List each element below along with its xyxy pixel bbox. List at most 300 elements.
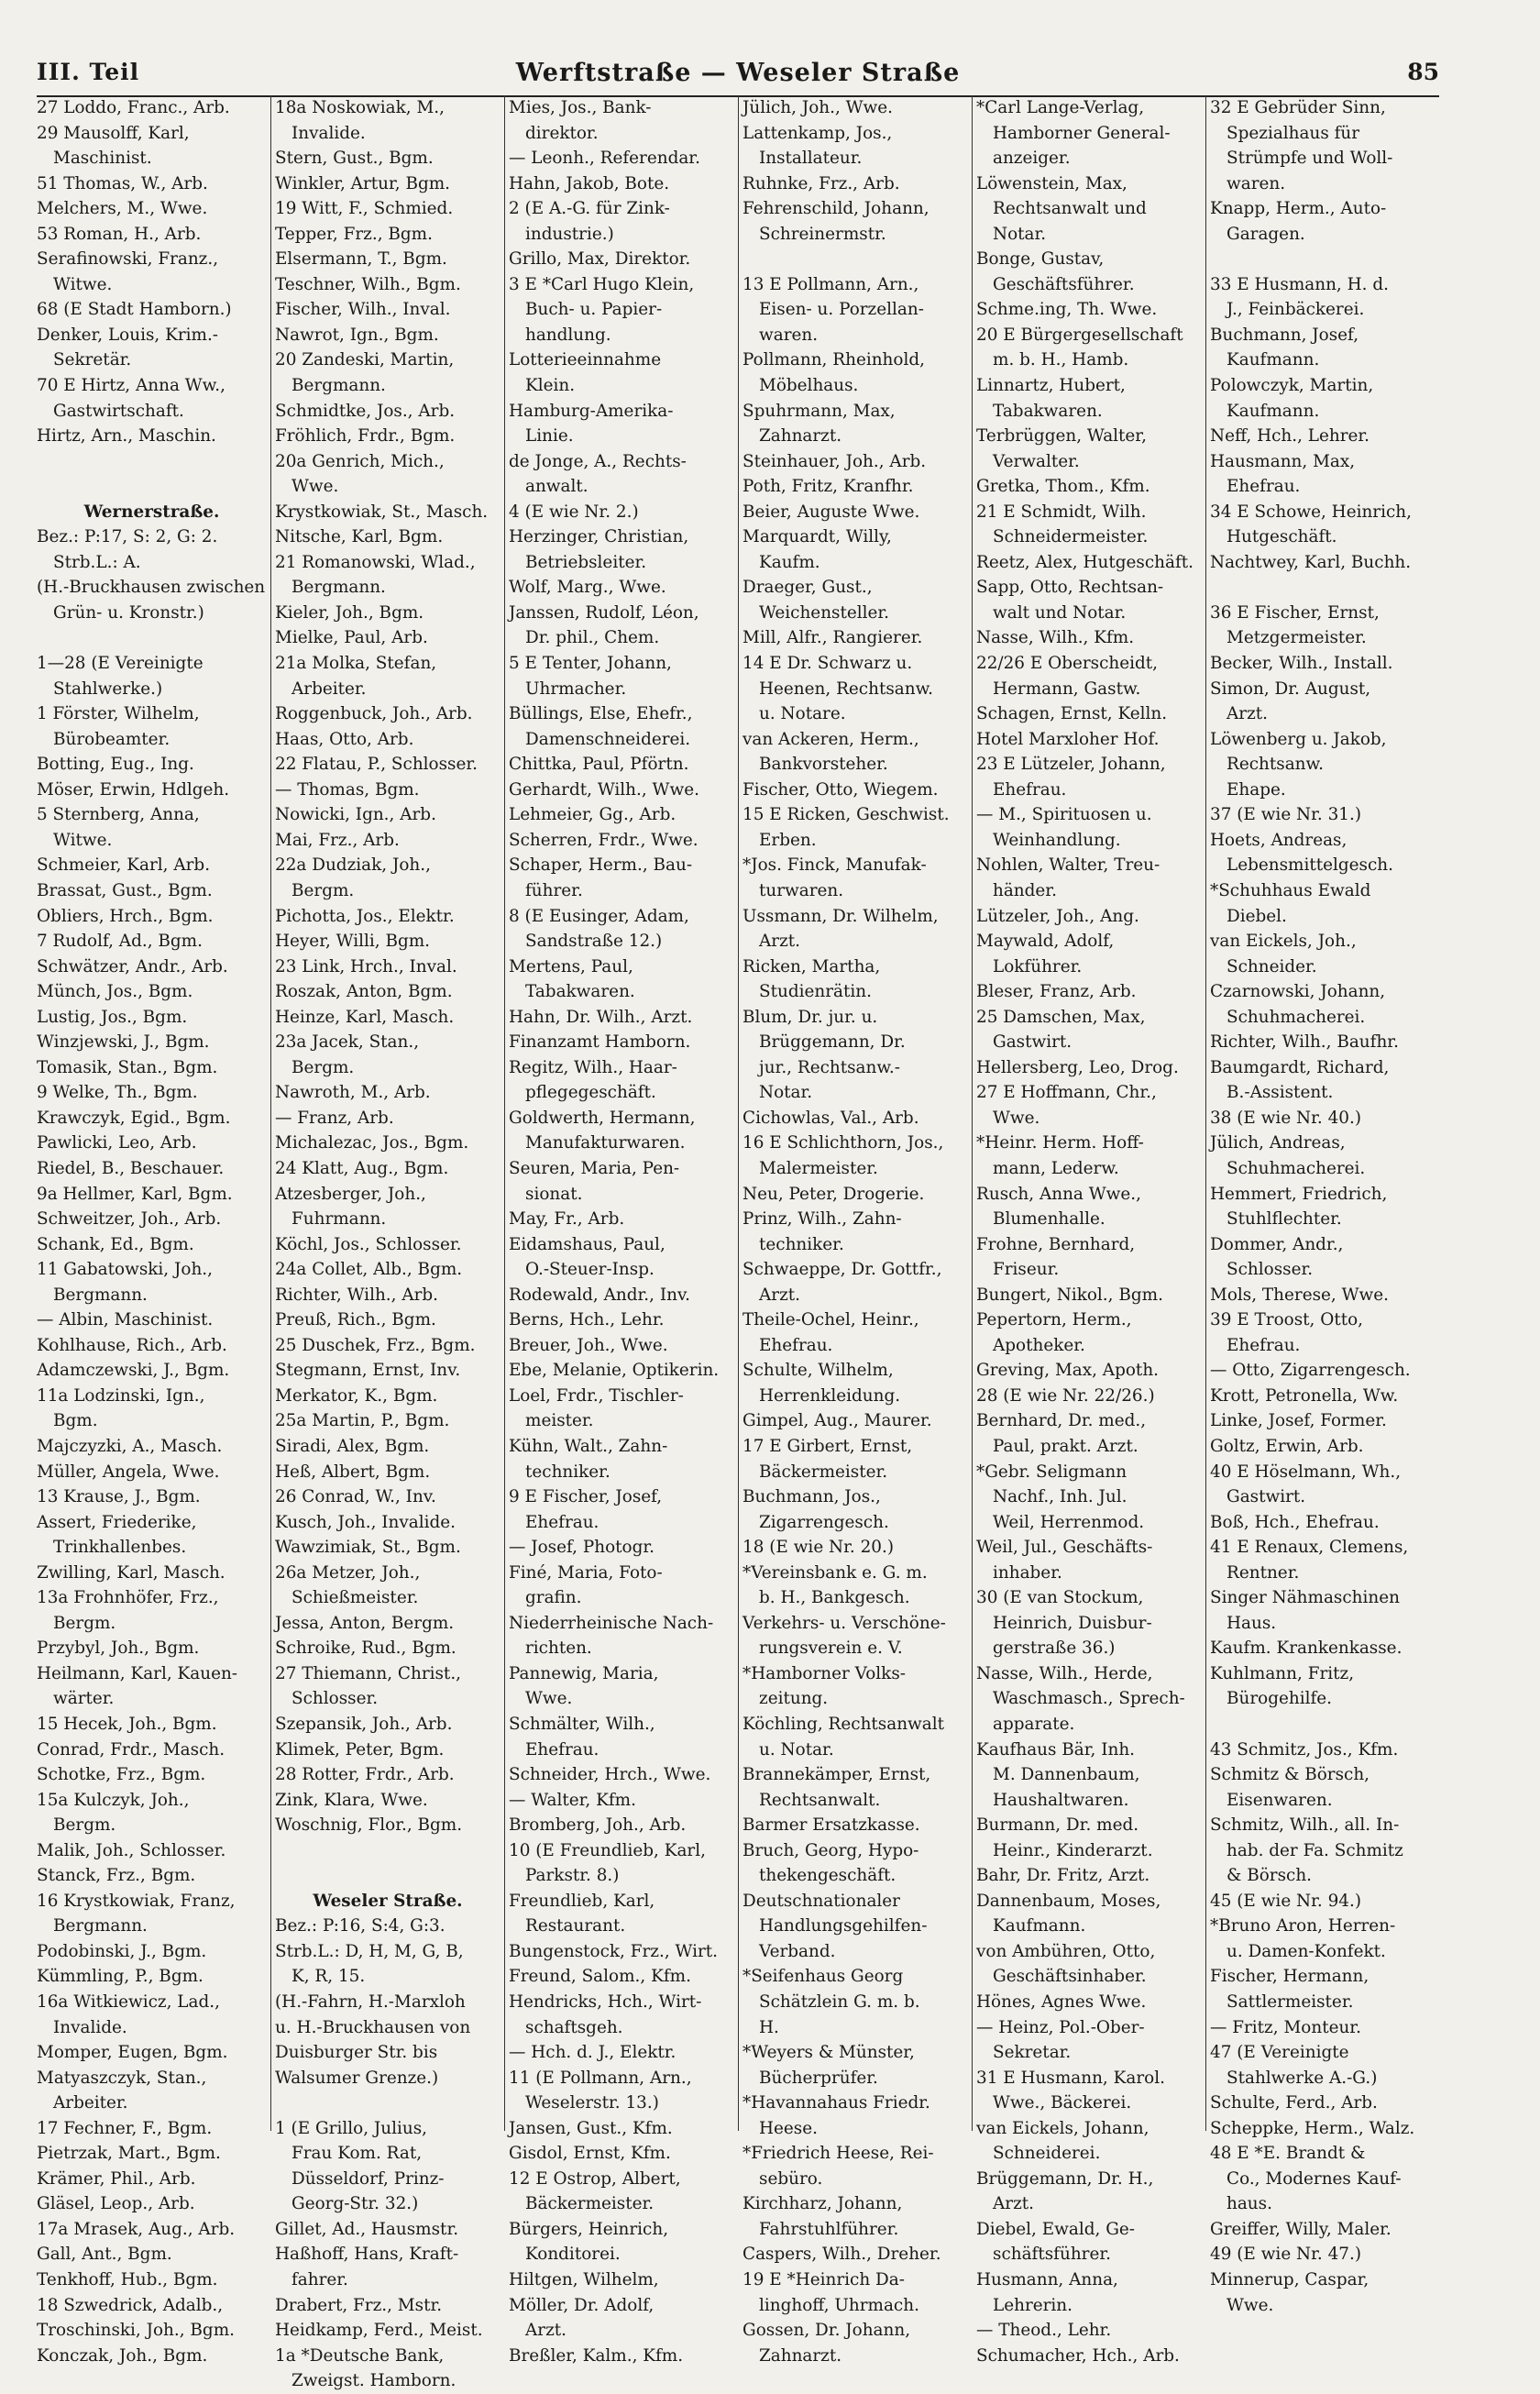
directory-line: Maschinist. [53, 149, 152, 169]
directory-line: Hamburg-Amerika- [509, 401, 674, 421]
directory-line: Krawczyk, Egid., Bgm. [37, 1108, 231, 1128]
directory-line: Obliers, Hrch., Bgm. [37, 906, 214, 926]
directory-line: Rechtsanwalt. [759, 1790, 881, 1810]
directory-line: 1—28 (E Vereinigte [37, 654, 204, 674]
directory-line: Pollmann, Rheinhold, [742, 350, 925, 370]
directory-line: Troschinski, Joh., Bgm. [37, 2321, 235, 2341]
directory-line: Kaufhaus Bär, Inh. [976, 1739, 1136, 1760]
page-title: Werftstraße — Weseler Straße [515, 59, 961, 87]
directory-line: Strb.L.: A. [53, 552, 141, 572]
directory-line: Hotel Marxloher Hof. [976, 729, 1160, 749]
directory-line: Sattlermeister. [1226, 1992, 1354, 2013]
directory-line: & Börsch. [1226, 1866, 1313, 1886]
directory-line: Mertens, Paul, [509, 956, 633, 976]
directory-line: Rusch, Anna Wwe., [976, 1184, 1141, 1204]
directory-line: Poth, Fritz, Kranfhr. [742, 477, 914, 497]
directory-line: u. Damen-Konfekt. [1226, 1941, 1386, 1961]
directory-line: handlung. [525, 325, 611, 345]
directory-line: Nitsche, Karl, Bgm. [275, 527, 444, 547]
directory-line: 11a Lodzinski, Ign., [37, 1385, 205, 1406]
directory-line: 11 (E Pollmann, Arn., [509, 2068, 692, 2088]
directory-line: Denker, Louis, Krim.- [37, 325, 219, 345]
directory-line: 34 E Schowe, Heinrich, [1210, 502, 1412, 522]
directory-line: Zwilling, Karl, Masch. [37, 1562, 226, 1583]
directory-line: führer. [525, 880, 583, 900]
directory-line [742, 247, 968, 272]
directory-line: walt und Notar. [993, 602, 1127, 623]
directory-line [275, 1863, 500, 1889]
directory-line: Nowicki, Ign., Arb. [275, 805, 436, 825]
directory-line: Hamborner General- [993, 123, 1171, 143]
directory-column-4 [738, 95, 972, 2366]
directory-line: Konczak, Joh., Bgm. [37, 2345, 208, 2366]
directory-line: anwalt. [525, 477, 588, 497]
directory-line: — Thomas, Bgm. [275, 779, 420, 800]
directory-line: gerstraße 36.) [993, 1638, 1116, 1659]
directory-line: Minnerup, Caspar, [1210, 2270, 1370, 2290]
directory-line: Gastwirt. [993, 1032, 1072, 1053]
directory-line: Bergm. [53, 1815, 116, 1836]
directory-line: 23a Jacek, Stan., [275, 1032, 420, 1053]
directory-line: 15 Hecek, Joh., Bgm. [37, 1715, 217, 1734]
directory-line: Uhrmacher. [525, 678, 627, 699]
directory-line: Ehefrau. [759, 1335, 833, 1355]
directory-line: Kirchharz, Johann, [742, 2194, 903, 2214]
directory-line: Heenen, Rechtsanw. [759, 678, 933, 699]
directory-line: 17 E Girbert, Ernst, [742, 1436, 913, 1456]
directory-line: Lebensmittelgesch. [1226, 855, 1393, 876]
directory-line: Linke, Josef, Former. [1210, 1411, 1387, 1431]
directory-line: Heinrich, Duisbur- [993, 1613, 1152, 1633]
directory-line: Jülich, Andreas, [1210, 1133, 1346, 1153]
directory-line: Pannewig, Maria, [509, 1663, 659, 1683]
directory-line: Brüggemann, Dr. [759, 1032, 906, 1053]
directory-line: Conrad, Frdr., Masch. [37, 1739, 226, 1760]
directory-line: Deutschnationaler [742, 1891, 900, 1911]
directory-line: Haus. [1226, 1613, 1277, 1633]
directory-line: Adamczewski, J., Bgm. [37, 1361, 230, 1381]
directory-line: schaftsgeh. [525, 2017, 623, 2037]
directory-line: Ebe, Melanie, Optikerin. [509, 1361, 720, 1381]
directory-line: Weinhandlung. [993, 830, 1121, 850]
directory-line: Botting, Eug., Ing. [37, 755, 194, 775]
directory-line: industrie.) [525, 224, 614, 244]
directory-line: Apotheker. [993, 1335, 1085, 1355]
directory-line: Waschmasch., Sprech- [993, 1689, 1185, 1709]
directory-line: 11 Gabatowski, Joh., [37, 1260, 213, 1280]
directory-line: Rechtsanwalt und [993, 199, 1147, 219]
directory-line: Spuhrmann, Max, [742, 401, 896, 421]
directory-line: Hemmert, Friedrich, [1210, 1184, 1388, 1204]
directory-line: Stegmann, Ernst, Inv. [275, 1361, 461, 1381]
directory-line: van Ackeren, Herm., [742, 729, 919, 749]
directory-line: Caspers, Wilh., Dreher. [742, 2245, 941, 2265]
directory-line: Stuhlflechter. [1226, 1209, 1342, 1230]
directory-line: 18 Szwedrick, Adalb., [37, 2295, 224, 2315]
directory-line: Draeger, Gust., [742, 578, 873, 598]
directory-line: 12 E Ostrop, Albert, [509, 2168, 681, 2189]
directory-line: Kaufmann. [1226, 350, 1320, 370]
directory-line: Fischer, Otto, Wiegem. [742, 779, 939, 800]
directory-line: Schneidermeister. [993, 527, 1149, 547]
directory-line: Gimpel, Aug., Maurer. [742, 1411, 932, 1431]
directory-line: Betriebsleiter. [525, 552, 647, 572]
directory-line: Manufakturwaren. [525, 1133, 686, 1153]
directory-line: Loel, Frdr., Tischler- [509, 1385, 684, 1406]
directory-line [1210, 247, 1436, 272]
directory-line: Niederrheinische Nach- [509, 1613, 714, 1633]
directory-line: Maywald, Adolf, [976, 932, 1115, 952]
directory-line: Georg-Str. 32.) [292, 2194, 419, 2214]
directory-line: Barmer Ersatzkasse. [742, 1815, 920, 1836]
directory-line: Schroike, Rud., Bgm. [275, 1638, 456, 1659]
directory-line: Wwe. [1226, 2295, 1274, 2315]
directory-line: Wwe. [525, 1689, 573, 1709]
directory-line: Stahlwerke A.-G.) [1226, 2068, 1378, 2088]
directory-line: Gretka, Thom., Kfm. [976, 477, 1150, 497]
directory-line: Strümpfe und Woll- [1226, 149, 1393, 169]
directory-line: 22a Dudziak, Joh., [275, 855, 431, 876]
directory-line: Steinhauer, Joh., Arb. [742, 451, 927, 471]
directory-line: pflegegeschäft. [525, 1083, 656, 1103]
directory-line: Majczyzki, A., Masch. [37, 1436, 223, 1456]
directory-line: Brannekämper, Ernst, [742, 1765, 931, 1785]
directory-line: Co., Modernes Kauf- [1226, 2168, 1402, 2189]
directory-line: Brüggemann, Dr. H., [976, 2168, 1154, 2189]
directory-line: Nachtwey, Karl, Buchh. [1210, 552, 1412, 572]
directory-line: Bürogehilfe. [1226, 1689, 1333, 1709]
directory-line: 17a Mrasek, Aug., Arb. [37, 2219, 236, 2239]
directory-column-1 [37, 95, 270, 2366]
directory-line: Köchling, Rechtsanwalt [742, 1715, 945, 1734]
directory-line [37, 625, 267, 651]
directory-line: Ussmann, Dr. Wilhelm, [742, 906, 939, 926]
directory-line: Schuhmacherei. [1226, 1158, 1366, 1178]
directory-line: Chittka, Paul, Pförtn. [509, 755, 689, 775]
directory-line: Scheppke, Herm., Walz. [1210, 2118, 1415, 2138]
directory-line: Roszak, Anton, Bgm. [275, 982, 453, 1002]
directory-line: Simon, Dr. August, [1210, 678, 1371, 699]
directory-line: 23 E Lützeler, Johann, [976, 755, 1166, 775]
directory-line: Sekretar. [993, 2043, 1072, 2063]
directory-line: Mill, Alfr., Rangierer. [742, 628, 923, 648]
directory-line: Buchmann, Jos., [742, 1487, 881, 1507]
directory-line: Haas, Otto, Arb. [275, 729, 414, 749]
directory-line: Bücherprüfer. [759, 2068, 878, 2088]
directory-line: 23 Link, Hrch., Inval. [275, 956, 457, 976]
directory-line: Cichowlas, Val., Arb. [742, 1108, 919, 1128]
directory-line: 43 Schmitz, Jos., Kfm. [1210, 1739, 1399, 1760]
directory-line: anzeiger. [993, 149, 1071, 169]
directory-line: Grillo, Max, Direktor. [509, 249, 691, 270]
directory-line: Nasse, Wilh., Kfm. [976, 628, 1135, 648]
directory-line: Damenschneiderei. [525, 729, 691, 749]
directory-line: Gerhardt, Wilh., Wwe. [509, 779, 699, 800]
directory-line: Bergmann. [292, 376, 386, 396]
directory-line: 21 Romanowski, Wlad., [275, 552, 476, 572]
directory-line: van Eickels, Johann, [976, 2118, 1150, 2138]
directory-line: 39 E Troost, Otto, [1210, 1310, 1364, 1330]
directory-line: Nohlen, Walter, Treu- [976, 855, 1160, 876]
directory-line: Löwenstein, Max, [976, 173, 1128, 193]
directory-line: Roggenbuck, Joh., Arb. [275, 704, 473, 724]
directory-line: Schmitz, Wilh., all. In- [1210, 1815, 1400, 1836]
directory-line: Schmitz & Börsch, [1210, 1765, 1370, 1785]
directory-line: Merkator, K., Bgm. [275, 1385, 438, 1406]
directory-line: B.-Assistent. [1226, 1083, 1334, 1103]
directory-line: Knapp, Herm., Auto- [1210, 199, 1387, 219]
directory-line: Fröhlich, Frdr., Bgm. [275, 426, 456, 447]
directory-line: 26a Metzer, Joh., [275, 1562, 421, 1583]
directory-line: Fahrstuhlführer. [759, 2219, 899, 2239]
directory-line: M. Dannenbaum, [993, 1765, 1140, 1785]
directory-line: Studienrätin. [759, 982, 872, 1002]
directory-line: Pichotta, Jos., Elektr. [275, 906, 455, 926]
directory-line: Malermeister. [759, 1158, 878, 1178]
directory-line: 37 (E wie Nr. 31.) [1210, 805, 1362, 825]
directory-line: Schagen, Ernst, Kelln. [976, 704, 1168, 724]
directory-line: 27 Thiemann, Christ., [275, 1663, 462, 1683]
directory-line: Reetz, Alex, Hutgeschäft. [976, 552, 1194, 572]
directory-line: Kieler, Joh., Bgm. [275, 602, 424, 623]
directory-line: 2 (E A.-G. für Zink- [509, 199, 670, 219]
street-heading: Weseler Straße. [313, 1891, 463, 1911]
directory-line: — Fritz, Monteur. [1210, 2017, 1361, 2037]
directory-line: Diebel. [1226, 906, 1287, 926]
directory-line: Krystkowiak, St., Masch. [275, 502, 489, 522]
directory-line: Nawrot, Ign., Bgm. [275, 325, 439, 345]
directory-line: Weil, Herrenmod. [993, 1512, 1145, 1532]
directory-line: Bromberg, Joh., Arb. [509, 1815, 687, 1836]
directory-line: linghoff, Uhrmach. [759, 2295, 919, 2315]
directory-line: Atzesberger, Joh., [275, 1184, 426, 1204]
directory-line: 36 E Fischer, Ernst, [1210, 602, 1380, 623]
directory-line: Grün- u. Kronstr.) [53, 602, 204, 623]
directory-line: Eidamshaus, Paul, [509, 1234, 666, 1254]
directory-line: Stanck, Frz., Bgm. [37, 1866, 196, 1886]
directory-line: Wwe. [993, 1108, 1040, 1128]
directory-line: u. Notar. [759, 1739, 834, 1760]
directory-line: Paul, prakt. Arzt. [993, 1436, 1138, 1456]
directory-line [1210, 575, 1436, 601]
directory-line: Serafinowski, Franz., [37, 249, 219, 270]
directory-line: inhaber. [993, 1562, 1062, 1583]
directory-line: Hiltgen, Wilhelm, [509, 2270, 659, 2290]
directory-line: sebüro. [759, 2168, 823, 2189]
directory-line: Stahlwerke.) [53, 678, 163, 699]
directory-line: Weichensteller. [759, 602, 890, 623]
directory-line: Tenkhoff, Hub., Bgm. [37, 2270, 218, 2290]
directory-line: 20 Zandeski, Martin, [275, 350, 455, 370]
directory-line: Blum, Dr. jur. u. [742, 1007, 878, 1027]
directory-line: Schuhmacherei. [1226, 1007, 1366, 1027]
directory-line: Heidkamp, Ferd., Meist. [275, 2321, 483, 2341]
directory-line [1210, 1712, 1436, 1738]
directory-line: *Gebr. Seligmann [976, 1462, 1128, 1482]
directory-line: Podobinski, J., Bgm. [37, 1941, 207, 1961]
directory-line: 24 Klatt, Aug., Bgm. [275, 1158, 449, 1178]
directory-line: Finanzamt Hamborn. [509, 1032, 691, 1053]
directory-line: Blumenhalle. [993, 1209, 1106, 1230]
directory-line: grafin. [525, 1588, 582, 1608]
directory-line: Lehrerin. [993, 2295, 1072, 2315]
directory-line: Klein. [525, 376, 576, 396]
directory-line: 47 (E Vereinigte [1210, 2043, 1349, 2063]
directory-line: — M., Spirituosen u. [976, 805, 1152, 825]
directory-line: Arbeiter. [53, 2093, 128, 2113]
directory-line: Notar. [759, 1083, 813, 1103]
directory-line: Kohlhause, Rich., Arb. [37, 1335, 227, 1355]
directory-line: 41 E Renaux, Clemens, [1210, 1538, 1409, 1558]
directory-line: Bergm. [53, 1613, 116, 1633]
directory-line: Hahn, Jakob, Bote. [509, 173, 670, 193]
directory-line: Lokführer. [993, 956, 1083, 976]
directory-line: Möser, Erwin, Hdlgeh. [37, 779, 230, 800]
directory-line: 21a Molka, Stefan, [275, 654, 437, 674]
directory-line: Mols, Therese, Wwe. [1210, 1285, 1389, 1305]
directory-line: Sapp, Otto, Rechtsan- [976, 578, 1164, 598]
directory-line: Schwätzer, Andr., Arb. [37, 956, 228, 976]
directory-line: Installateur. [759, 149, 863, 169]
directory-line: Bergm. [292, 1057, 355, 1077]
directory-line: Heß, Albert, Bgm. [275, 1462, 431, 1482]
directory-line: Marquardt, Willy, [742, 527, 892, 547]
directory-line: Dommer, Andr., [1210, 1234, 1344, 1254]
directory-line: Nasse, Wilh., Herde, [976, 1663, 1153, 1683]
directory-line: van Eickels, Joh., [1210, 932, 1357, 952]
directory-columns [37, 95, 1439, 2391]
directory-line: Arzt. [759, 1285, 800, 1305]
directory-line: Kaufm. [759, 552, 820, 572]
directory-line: Schneider. [1226, 956, 1317, 976]
directory-line: 33 E Husmann, H. d. [1210, 274, 1389, 294]
directory-line: Schmidtke, Jos., Arb. [275, 401, 456, 421]
directory-line: O.-Steuer-Insp. [525, 1260, 654, 1280]
directory-line: Ehefrau. [525, 1739, 600, 1760]
directory-line: sionat. [525, 1184, 583, 1204]
directory-line: Bonge, Gustav, [976, 249, 1105, 270]
directory-line: Richter, Wilh., Arb. [275, 1285, 439, 1305]
page-header [37, 55, 1439, 97]
directory-line: Melchers, M., Wwe. [37, 199, 208, 219]
directory-line: Witwe. [53, 274, 113, 294]
directory-line: *Seifenhaus Georg [742, 1967, 904, 1987]
directory-line: Theile-Ochel, Heinr., [742, 1310, 919, 1330]
directory-line: 27 E Hoffmann, Chr., [976, 1083, 1157, 1103]
directory-line: Lattenkamp, Jos., [742, 123, 893, 143]
directory-line: Handlungsgehilfen- [759, 1916, 928, 1936]
directory-line: m. b. H., Hamb. [993, 350, 1129, 370]
directory-line: b. H., Bankgesch. [759, 1588, 910, 1608]
directory-line: 24a Collet, Alb., Bgm. [275, 1260, 463, 1280]
directory-line: Ricken, Martha, [742, 956, 881, 976]
directory-line: waren. [1226, 173, 1286, 193]
directory-line: 27 Loddo, Franc., Arb. [37, 98, 230, 117]
directory-line: Przybyl, Joh., Bgm. [37, 1638, 200, 1659]
directory-line: Bäckermeister. [759, 1462, 888, 1482]
directory-line: Invalide. [292, 123, 366, 143]
directory-line: Konditorei. [525, 2245, 621, 2265]
directory-line [275, 1838, 500, 1864]
directory-line: Parkstr. 8.) [525, 1866, 620, 1886]
directory-line: Jessa, Anton, Bergm. [275, 1613, 455, 1633]
directory-line: Matyaszczyk, Stan., [37, 2068, 207, 2088]
directory-line: 19 E *Heinrich Da- [742, 2270, 905, 2290]
directory-line: — Franz, Arb. [275, 1108, 394, 1128]
directory-line: *Vereinsbank e. G. m. [742, 1562, 928, 1583]
directory-line: Hirtz, Arn., Maschin. [37, 426, 216, 447]
directory-line: 25 Duschek, Frz., Bgm. [275, 1335, 476, 1355]
directory-line [275, 2091, 500, 2116]
directory-line: Linnartz, Hubert, [976, 376, 1126, 396]
directory-line: *Jos. Finck, Manufak- [742, 855, 927, 876]
directory-line: Wwe. [292, 477, 339, 497]
directory-line: Bungenstock, Frz., Wirt. [509, 1941, 719, 1961]
directory-line: rungsverein e. V. [759, 1638, 903, 1659]
directory-line: Hoets, Andreas, [1210, 830, 1348, 850]
directory-line: meister. [525, 1411, 594, 1431]
directory-line: Heese. [759, 2118, 818, 2138]
directory-line: 18a Noskowiak, M., [275, 98, 445, 117]
directory-line: fahrer. [292, 2270, 348, 2290]
directory-line: Wwe., Bäckerei. [993, 2093, 1132, 2113]
directory-line: Gossen, Dr. Johann, [742, 2321, 911, 2341]
directory-line: Ehefrau. [993, 779, 1067, 800]
directory-line: Fischer, Wilh., Inval. [275, 300, 451, 320]
directory-line: hab. der Fa. Schmitz [1226, 1840, 1403, 1860]
directory-line: haus. [1226, 2194, 1272, 2214]
directory-line: Düsseldorf, Prinz- [292, 2168, 445, 2189]
directory-line: Strb.L.: D, H, M, G, B, [275, 1941, 464, 1961]
directory-line: Siradi, Alex, Bgm. [275, 1436, 430, 1456]
directory-line: — Josef, Photogr. [509, 1538, 654, 1558]
directory-line: J., Feinbäckerei. [1226, 300, 1365, 320]
directory-line: Eisenwaren. [1226, 1790, 1333, 1810]
directory-line: Nawroth, M., Arb. [275, 1083, 431, 1103]
directory-line: Köchl, Jos., Schlosser. [275, 1234, 462, 1254]
directory-line: 25a Martin, P., Bgm. [275, 1411, 450, 1431]
directory-line: Terbrüggen, Walter, [976, 426, 1147, 447]
directory-line: Schätzlein G. m. b. [759, 1992, 920, 2013]
directory-line: 31 E Husmann, Karol. [976, 2068, 1165, 2088]
directory-line: Husmann, Anna, [976, 2270, 1118, 2290]
directory-line: Szepansik, Joh., Arb. [275, 1715, 453, 1734]
directory-line: 22 Flatau, P., Schlosser. [275, 755, 478, 775]
directory-line: techniker. [759, 1234, 844, 1254]
directory-line: Boß, Hch., Ehefrau. [1210, 1512, 1380, 1532]
directory-line: 13 Krause, J., Bgm. [37, 1487, 201, 1507]
directory-line: Kuhlmann, Fritz, [1210, 1663, 1355, 1683]
directory-line: Neu, Peter, Drogerie. [742, 1184, 925, 1204]
directory-line: Winkler, Artur, Bgm. [275, 173, 451, 193]
directory-line: Regitz, Wilh., Haar- [509, 1057, 677, 1077]
directory-line: Riedel, B., Beschauer. [37, 1158, 225, 1178]
directory-line: Arzt. [759, 932, 800, 952]
directory-line: Linie. [525, 426, 574, 447]
directory-line: Scherren, Frdr., Wwe. [509, 830, 698, 850]
directory-line: (H.-Bruckhausen zwischen [37, 578, 266, 598]
directory-line: 30 (E van Stockum, [976, 1588, 1144, 1608]
directory-line: *Havannahaus Friedr. [742, 2093, 930, 2113]
directory-line: *Friedrich Heese, Rei- [742, 2144, 934, 2164]
directory-line: Fehrenschild, Johann, [742, 199, 930, 219]
directory-line: Tepper, Frz., Bgm. [275, 224, 433, 244]
directory-line: Zahnarzt. [759, 426, 842, 447]
directory-line: Bernhard, Dr. med., [976, 1411, 1147, 1431]
directory-line: Schumacher, Hch., Arb. [976, 2345, 1180, 2366]
directory-line: Finé, Maria, Foto- [509, 1562, 663, 1583]
directory-line: Lustig, Jos., Bgm. [37, 1007, 188, 1027]
